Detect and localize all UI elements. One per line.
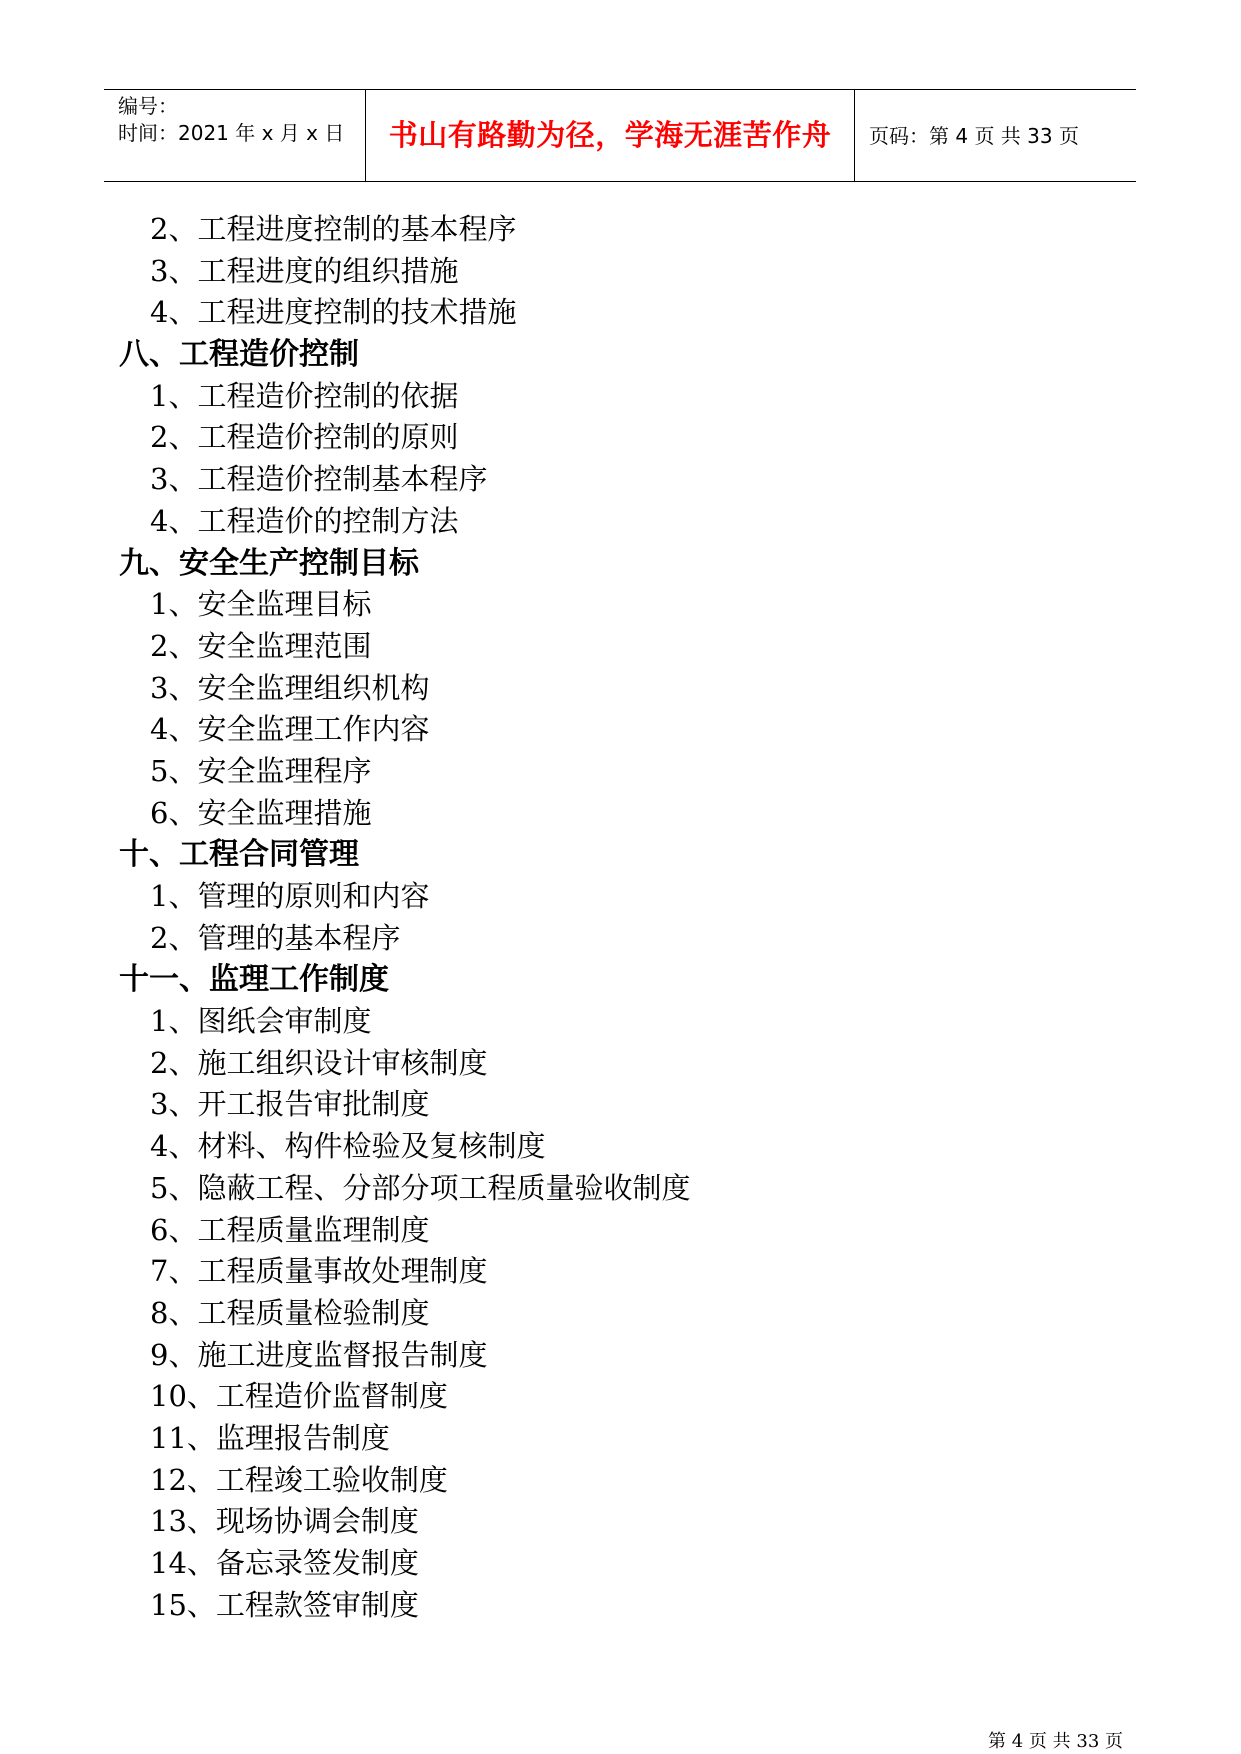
toc-item: 1、安全监理目标 <box>150 587 372 622</box>
document-number-label: 编号： <box>118 94 178 118</box>
toc-item: 2、管理的基本程序 <box>150 920 401 955</box>
toc-item: 1、图纸会审制度 <box>150 1004 372 1039</box>
toc-item: 6、工程质量监理制度 <box>150 1212 430 1247</box>
toc-section-heading: 九、安全生产控制目标 <box>119 545 419 581</box>
toc-item: 4、安全监理工作内容 <box>150 712 430 747</box>
toc-item: 4、材料、构件检验及复核制度 <box>150 1129 546 1164</box>
header-motto-cell <box>366 90 855 181</box>
toc-item: 10、工程造价监督制度 <box>150 1379 448 1414</box>
header-page-code: 页码：第 4 页 共 33 页 <box>869 124 1079 148</box>
toc-item: 2、工程造价控制的原则 <box>150 420 459 455</box>
header-page-cell <box>855 90 1136 181</box>
toc-item: 6、安全监理措施 <box>150 795 372 830</box>
toc-item: 3、工程造价控制基本程序 <box>150 462 488 497</box>
toc-item: 4、工程造价的控制方法 <box>150 503 459 538</box>
toc-section-heading: 八、工程造价控制 <box>119 337 359 373</box>
toc-item: 3、开工报告审批制度 <box>150 1087 430 1122</box>
toc-item: 13、现场协调会制度 <box>150 1504 419 1539</box>
toc-item: 9、施工进度监督报告制度 <box>150 1337 488 1372</box>
toc-item: 7、工程质量事故处理制度 <box>150 1254 488 1289</box>
toc-item: 5、安全监理程序 <box>150 753 372 788</box>
toc-section-heading: 十、工程合同管理 <box>119 837 359 873</box>
header-info-cell <box>104 90 366 181</box>
toc-item: 1、管理的原则和内容 <box>150 879 430 913</box>
toc-item: 12、工程竣工验收制度 <box>150 1462 448 1497</box>
toc-section-heading: 十一、监理工作制度 <box>119 962 389 998</box>
toc-item: 2、安全监理范围 <box>150 628 372 663</box>
toc-item: 8、工程质量检验制度 <box>150 1295 430 1330</box>
table-of-contents <box>0 209 1241 1626</box>
toc-item: 4、工程进度控制的技术措施 <box>150 295 517 330</box>
toc-item: 15、工程款签审制度 <box>150 1587 419 1622</box>
page-header <box>104 89 1136 182</box>
page-footer: 第 4 页 共 33 页 <box>988 1731 1123 1752</box>
toc-item: 2、施工组织设计审核制度 <box>150 1045 488 1080</box>
toc-item: 14、备忘录签发制度 <box>150 1546 419 1580</box>
toc-item: 3、安全监理组织机构 <box>150 670 430 705</box>
header-motto: 书山有路勤为径，学海无涯苦作舟 <box>388 118 832 152</box>
toc-item: 2、工程进度控制的基本程序 <box>150 212 517 246</box>
toc-item: 11、监理报告制度 <box>150 1420 390 1455</box>
toc-item: 5、隐蔽工程、分部分项工程质量验收制度 <box>150 1170 691 1205</box>
toc-item: 3、工程进度的组织措施 <box>150 253 459 288</box>
toc-item: 1、工程造价控制的依据 <box>150 378 459 413</box>
document-time-label: 时间：2021 年 x 月 x 日 <box>118 121 345 145</box>
